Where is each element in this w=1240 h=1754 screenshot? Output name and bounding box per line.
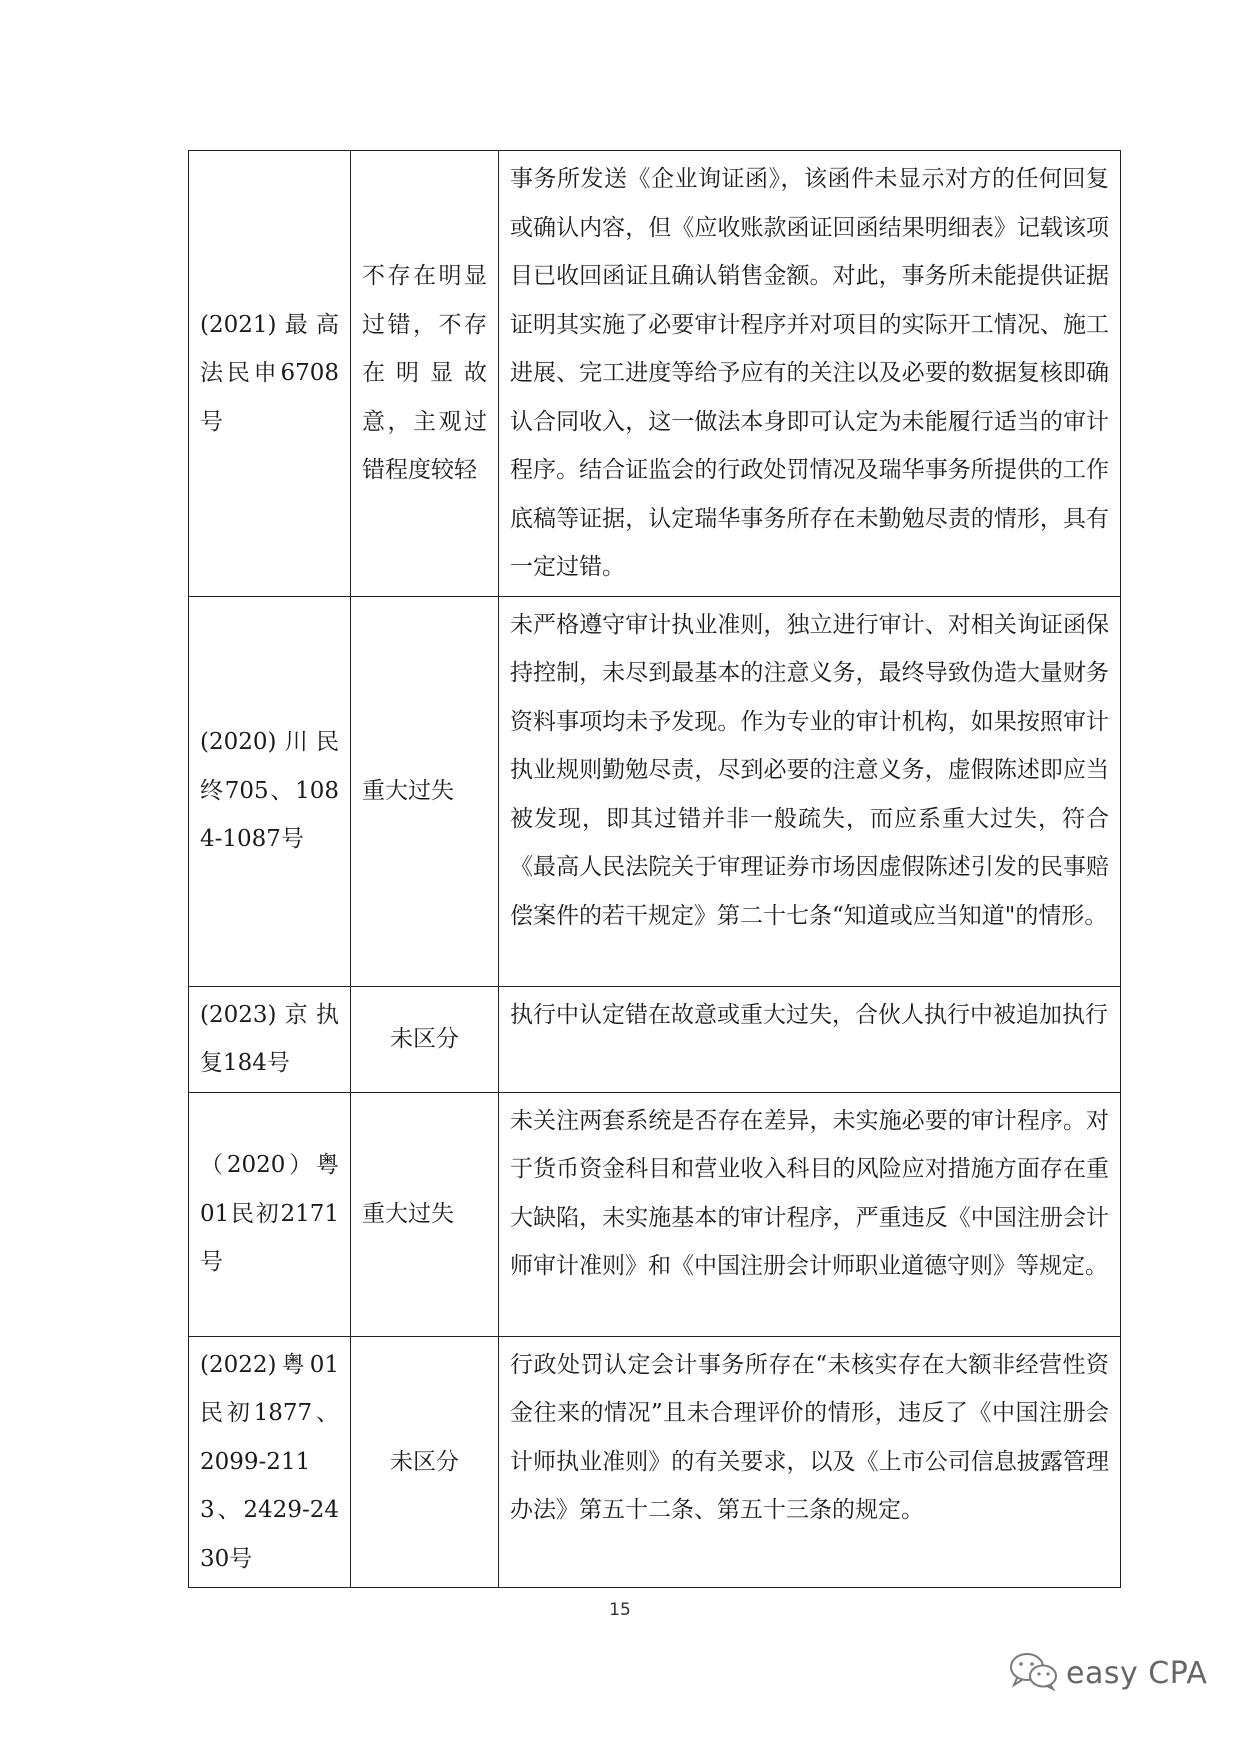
fault-degree-cell: 重大过失 <box>351 596 499 986</box>
case-number-cell: (2023)京执复184号 <box>189 986 351 1092</box>
page-number: 15 <box>609 1600 631 1620</box>
description-cell: 事务所发送《企业询证函》，该函件未显示对方的任何回复或确认内容，但《应收账款函证回函结果明细表》记载该项目已收回函证且确认销售金额。对此，事务所未能提供证据证明其实施了必要审计程序并对项目的实际开工情况、施工进展、完工进度等给予应有的关注以及必要的数据复核即确认合同收入，这一做法本身即可认定为未能履行适当的审计程序。结合证监会的行政处罚情况及瑞华事务所提供的工作底稿等证据，认定瑞华事务所存在未勤勉尽责的情形，具有一定过错。 <box>499 151 1121 597</box>
description-cell: 执行中认定错在故意或重大过失，合伙人执行中被追加执行 <box>499 986 1121 1092</box>
description-cell: 未关注两套系统是否存在差异，未实施必要的审计程序。对于货币资金科目和营业收入科目的风险应对措施方面存在重大缺陷，未实施基本的审计程序，严重违反《中国注册会计师审计准则》和《中国注册会计师职业道德守则》等规定。 <box>499 1092 1121 1336</box>
watermark <box>1008 1651 1207 1695</box>
case-number-cell: （2020）粤01民初2171号 <box>189 1092 351 1336</box>
table-row <box>189 1336 1121 1588</box>
table-row <box>189 986 1121 1092</box>
case-table <box>188 150 1121 1588</box>
fault-degree-cell: 重大过失 <box>351 1092 499 1336</box>
fault-degree-cell: 不存在明显过错，不存在明显故意，主观过错程度较轻 <box>351 151 499 597</box>
case-number-cell: (2020)川民终705、1084-1087号 <box>189 596 351 986</box>
fault-degree-cell: 未区分 <box>351 986 499 1092</box>
description-cell: 行政处罚认定会计事务所存在“未核实存在大额非经营性资金往来的情况”且未合理评价的情形，违反了《中国注册会计师执业准则》的有关要求，以及《上市公司信息披露管理办法》第五十二条、第五十三条的规定。 <box>499 1336 1121 1588</box>
fault-degree-cell: 未区分 <box>351 1336 499 1588</box>
description-cell: 未严格遵守审计执业准则，独立进行审计、对相关询证函保持控制，未尽到最基本的注意义务，最终导致伪造大量财务资料事项均未予发现。作为专业的审计机构，如果按照审计执业规则勤勉尽责，尽到必要的注意义务，虚假陈述即应当被发现，即其过错并非一般疏失，而应系重大过失，符合《最高人民法院关于审理证券市场因虚假陈述引发的民事赔偿案件的若干规定》第二十七条“知道或应当知道"的情形。 <box>499 596 1121 986</box>
table-row <box>189 1092 1121 1336</box>
wechat-icon <box>1008 1651 1060 1695</box>
watermark-text: easy CPA <box>1066 1655 1208 1691</box>
table-row <box>189 151 1121 597</box>
case-number-cell: (2022)粤01民初1877、2099-2113、2429-2430号 <box>189 1336 351 1588</box>
case-number-cell: (2021)最高法民申6708号 <box>189 151 351 597</box>
table-row <box>189 596 1121 986</box>
